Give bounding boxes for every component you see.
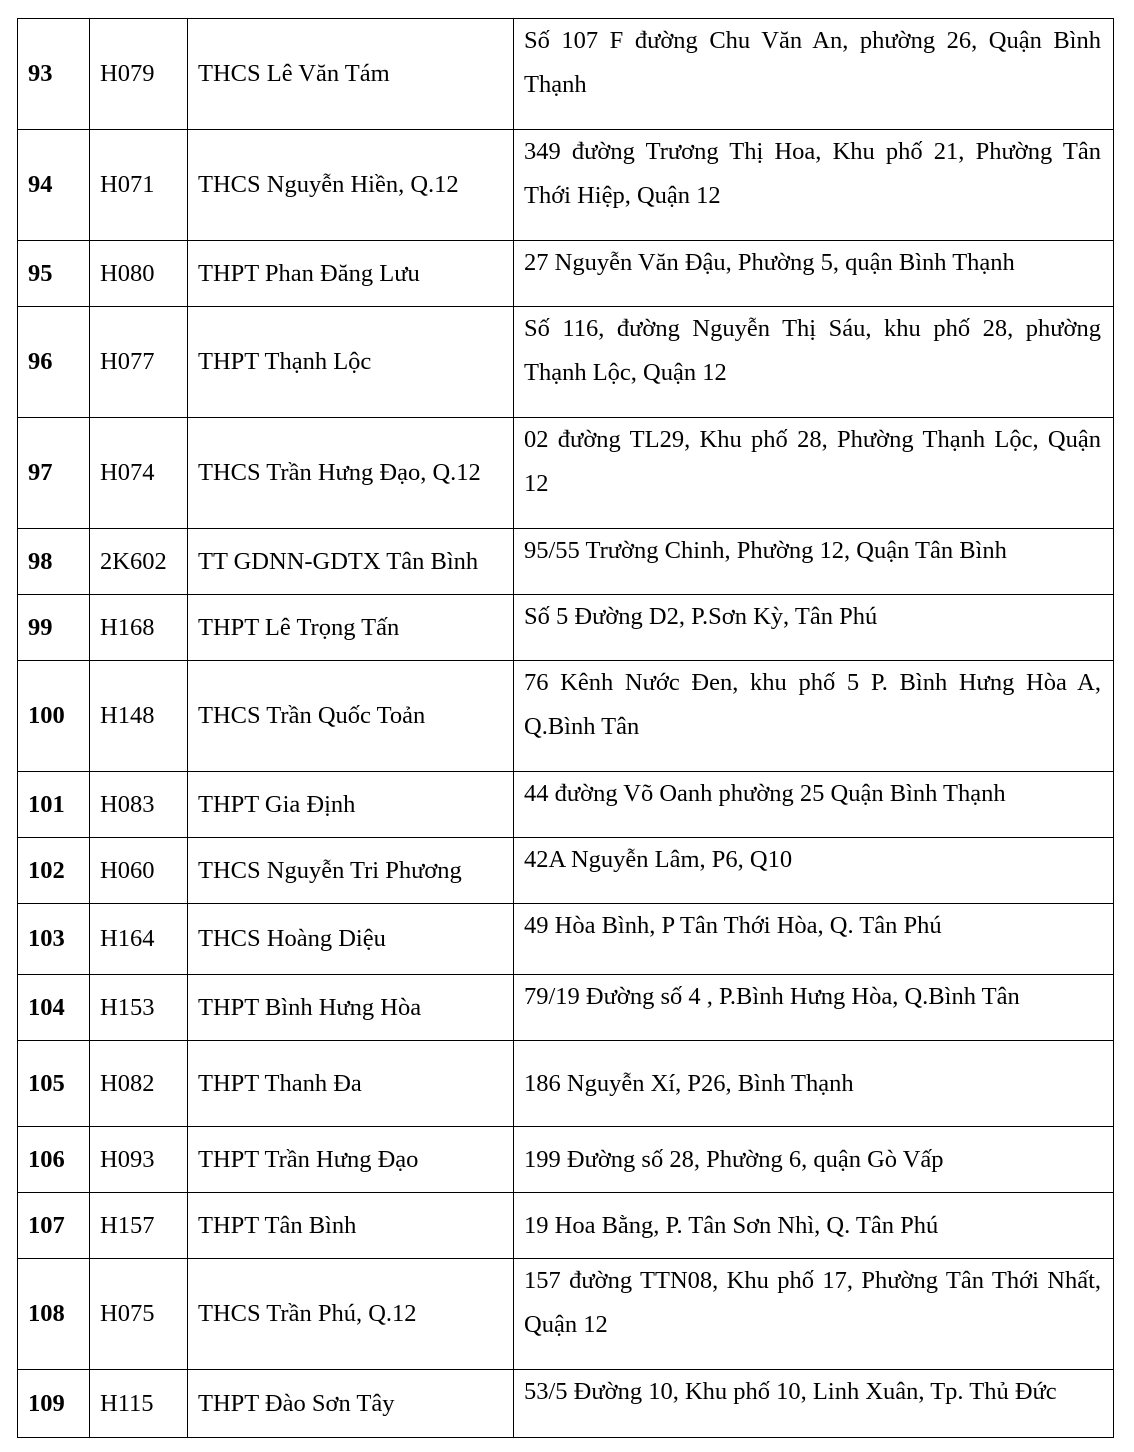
school-name: THPT Đào Sơn Tây	[188, 1370, 514, 1438]
school-code: H077	[90, 307, 188, 418]
row-number: 98	[18, 529, 90, 595]
school-code: H148	[90, 661, 188, 772]
school-code: H060	[90, 838, 188, 904]
table-row	[18, 1041, 1114, 1127]
school-code: H157	[90, 1193, 188, 1259]
row-number: 105	[18, 1041, 90, 1127]
table-row	[18, 19, 1114, 130]
school-code: H168	[90, 595, 188, 661]
row-number: 106	[18, 1127, 90, 1193]
row-number: 104	[18, 975, 90, 1041]
school-name: THPT Lê Trọng Tấn	[188, 595, 514, 661]
school-code: H071	[90, 130, 188, 241]
table-row	[18, 529, 1114, 595]
school-table-body	[18, 19, 1114, 1438]
table-row	[18, 1259, 1114, 1370]
row-number: 103	[18, 904, 90, 975]
school-address: 27 Nguyễn Văn Đậu, Phường 5, quận Bình Thạnh	[514, 241, 1114, 307]
table-row	[18, 130, 1114, 241]
school-address: Số 5 Đường D2, P.Sơn Kỳ, Tân Phú	[514, 595, 1114, 661]
school-name: THPT Trần Hưng Đạo	[188, 1127, 514, 1193]
table-row	[18, 838, 1114, 904]
school-code: H074	[90, 418, 188, 529]
row-number: 95	[18, 241, 90, 307]
row-number: 100	[18, 661, 90, 772]
school-code: H115	[90, 1370, 188, 1438]
row-number: 93	[18, 19, 90, 130]
school-address: 76 Kênh Nước Đen, khu phố 5 P. Bình Hưng Hòa A, Q.Bình Tân	[514, 661, 1114, 772]
school-code: H082	[90, 1041, 188, 1127]
table-row	[18, 595, 1114, 661]
school-address: Số 107 F đường Chu Văn An, phường 26, Quận Bình Thạnh	[514, 19, 1114, 130]
school-name: THPT Tân Bình	[188, 1193, 514, 1259]
school-address: 02 đường TL29, Khu phố 28, Phường Thạnh Lộc, Quận 12	[514, 418, 1114, 529]
school-address: 19 Hoa Bằng, P. Tân Sơn Nhì, Q. Tân Phú	[514, 1193, 1114, 1259]
school-name: THPT Bình Hưng Hòa	[188, 975, 514, 1041]
school-code: H153	[90, 975, 188, 1041]
school-name: THCS Nguyễn Hiền, Q.12	[188, 130, 514, 241]
school-code: H075	[90, 1259, 188, 1370]
row-number: 102	[18, 838, 90, 904]
school-address: 199 Đường số 28, Phường 6, quận Gò Vấp	[514, 1127, 1114, 1193]
school-code: H164	[90, 904, 188, 975]
row-number: 97	[18, 418, 90, 529]
school-address: 49 Hòa Bình, P Tân Thới Hòa, Q. Tân Phú	[514, 904, 1114, 975]
school-code: 2K602	[90, 529, 188, 595]
row-number: 108	[18, 1259, 90, 1370]
school-name: TT GDNN-GDTX Tân Bình	[188, 529, 514, 595]
school-name: THPT Gia Định	[188, 772, 514, 838]
school-address: 157 đường TTN08, Khu phố 17, Phường Tân Thới Nhất, Quận 12	[514, 1259, 1114, 1370]
row-number: 96	[18, 307, 90, 418]
row-number: 101	[18, 772, 90, 838]
school-name: THCS Hoàng Diệu	[188, 904, 514, 975]
school-code: H080	[90, 241, 188, 307]
row-number: 99	[18, 595, 90, 661]
school-address: 42A Nguyễn Lâm, P6, Q10	[514, 838, 1114, 904]
school-code: H079	[90, 19, 188, 130]
table-row	[18, 1370, 1114, 1438]
table-row	[18, 1127, 1114, 1193]
table-row	[18, 307, 1114, 418]
row-number: 109	[18, 1370, 90, 1438]
school-table	[17, 18, 1114, 1438]
school-address: 95/55 Trường Chinh, Phường 12, Quận Tân Bình	[514, 529, 1114, 595]
table-row	[18, 975, 1114, 1041]
school-name: THPT Thạnh Lộc	[188, 307, 514, 418]
table-row	[18, 1193, 1114, 1259]
school-name: THPT Thanh Đa	[188, 1041, 514, 1127]
school-address: 186 Nguyễn Xí, P26, Bình Thạnh	[514, 1041, 1114, 1127]
school-address: 44 đường Võ Oanh phường 25 Quận Bình Thạnh	[514, 772, 1114, 838]
table-row	[18, 241, 1114, 307]
school-name: THCS Trần Quốc Toản	[188, 661, 514, 772]
table-row	[18, 772, 1114, 838]
school-address: 53/5 Đường 10, Khu phố 10, Linh Xuân, Tp. Thủ Đức	[514, 1370, 1114, 1438]
school-code: H083	[90, 772, 188, 838]
school-name: THCS Trần Phú, Q.12	[188, 1259, 514, 1370]
school-address: Số 116, đường Nguyễn Thị Sáu, khu phố 28, phường Thạnh Lộc, Quận 12	[514, 307, 1114, 418]
school-name: THCS Nguyễn Tri Phương	[188, 838, 514, 904]
school-code: H093	[90, 1127, 188, 1193]
school-name: THPT Phan Đăng Lưu	[188, 241, 514, 307]
table-row	[18, 661, 1114, 772]
school-name: THCS Lê Văn Tám	[188, 19, 514, 130]
table-row	[18, 904, 1114, 975]
table-row	[18, 418, 1114, 529]
row-number: 94	[18, 130, 90, 241]
school-address: 79/19 Đường số 4 , P.Bình Hưng Hòa, Q.Bình Tân	[514, 975, 1114, 1041]
row-number: 107	[18, 1193, 90, 1259]
school-name: THCS Trần Hưng Đạo, Q.12	[188, 418, 514, 529]
school-address: 349 đường Trương Thị Hoa, Khu phố 21, Phường Tân Thới Hiệp, Quận 12	[514, 130, 1114, 241]
